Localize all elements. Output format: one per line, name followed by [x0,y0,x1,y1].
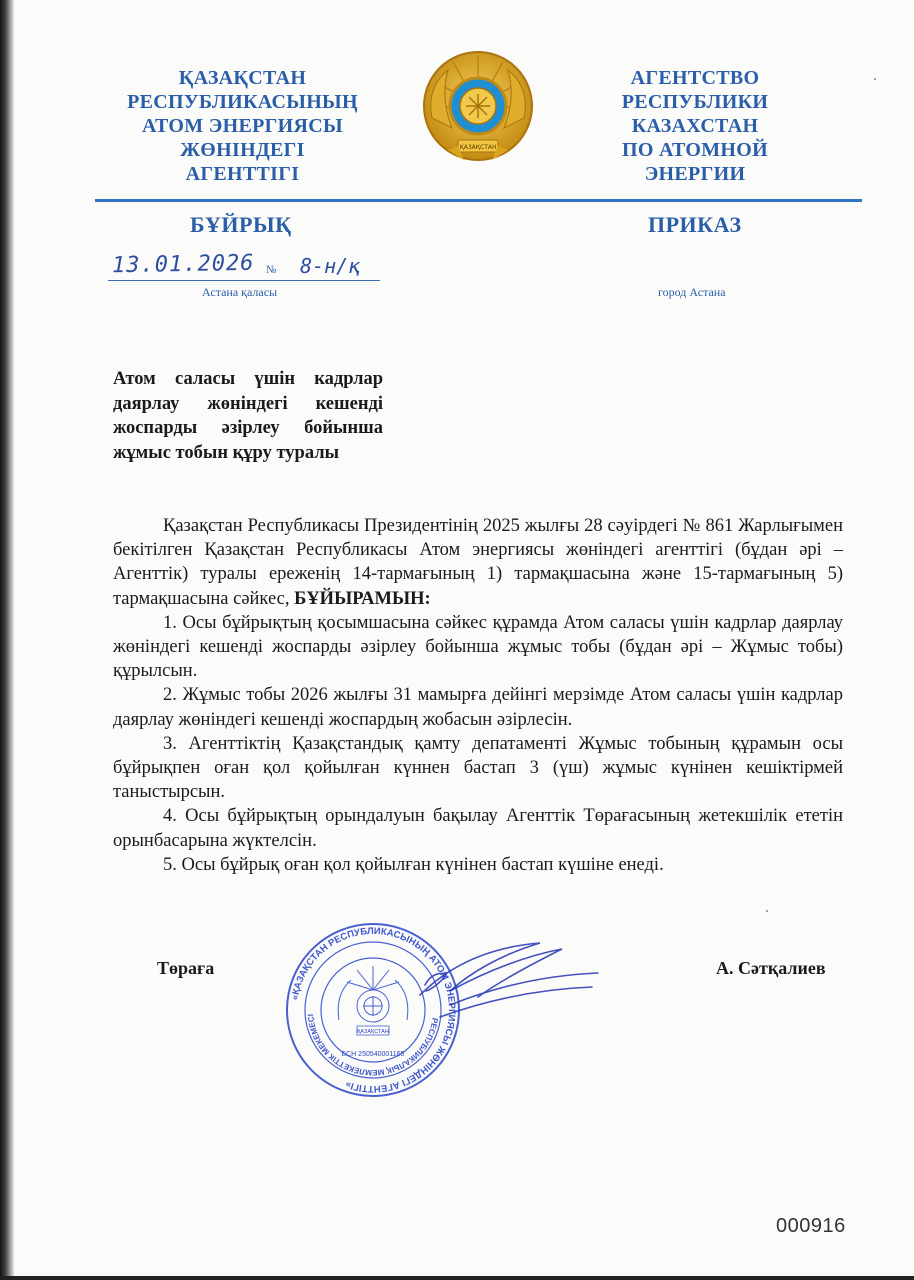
scan-speck [874,78,876,80]
state-emblem-icon [418,48,538,168]
body-item: 2. Жұмыс тобы 2026 жылғы 31 мамырға дейінгі мерзімде Атом саласы үшін кадрлар даярлау жөніндегі кешенді жоспардың жобасын әзірлесін. [113,685,843,730]
order-number: 8-н/қ [300,254,361,278]
seal-bin: БСН 250540001165 [341,1051,405,1058]
order-title-kz: БҰЙРЫҚ [190,212,292,237]
body-item: 5. Осы бұйрық оған қол қойылған күнінен бастап күшіне енеді. [163,854,664,875]
scan-speck [766,910,768,912]
signatory-name: А. Сәтқалиев [716,958,826,978]
body-command: БҰЙЫРАМЫН: [294,588,431,609]
city-ru: город Астана [658,285,726,299]
seal-outer-text: «ҚАЗАҚСТАН РЕСПУБЛИКАСЫНЫҢ АТОМ ЭНЕРГИЯСЫ ЖӨНІНДЕГІ АГЕНТТІГІ» [289,925,458,1095]
agency-name-kz: ҚАЗАҚСТАН РЕСПУБЛИКАСЫНЫҢ АТОМ ЭНЕРГИЯСЫ ЖӨНІНДЕГІ АГЕНТТІГІ [127,67,358,185]
scan-edge [0,0,14,1280]
number-sign: № [266,264,277,276]
seal-inner-text: РЕСПУБЛИКАЛЫҚ МЕМЛЕКЕТТІК МЕКЕМЕСІ [306,1013,440,1078]
order-body [113,514,843,877]
signatory-position: Төраға [157,958,215,978]
body-item: 3. Агенттіктің Қазақстандық қамту депатаменті Жұмыс тобының құрамын осы бұйрықпен оған қол қойылған күннен бастап 3 (үш) жұмыс күнінен кешіктірмей таныстырсын. [113,733,843,803]
header-divider [95,199,862,202]
order-subject: Атом саласы үшін кадрлар даярлау жөніндегі кешенді жоспарды әзірлеу бойынша жұмыс тобын құру туралы [113,369,383,463]
date-underline [108,280,380,281]
scan-edge-bottom [0,1276,914,1280]
order-date: 13.01.2026 [111,250,255,279]
agency-name-ru: АГЕНТСТВО РЕСПУБЛИКИ КАЗАХСТАН ПО АТОМНОЙ ЭНЕРГИИ [621,67,769,185]
city-kz: Астана қаласы [202,285,278,299]
body-item: 1. Осы бұйрықтың қосымшасына сәйкес құрамда Атом саласы үшін кадрлар даярлау жөніндегі кешенді жоспарды әзірлеу бойынша жұмыс тобы (бұдан әрі – Жұмыс тобы) құрылсын. [113,612,843,682]
document-number: 000916 [776,1215,846,1237]
handwritten-signature [300,925,600,1045]
body-item: 4. Осы бұйрықтың орындалуын бақылау Агенттік Төрағасының жетекшілік ететін орынбасарына жүктелсін. [113,806,843,851]
emblem-caption: ҚАЗАҚСТАН [459,144,497,151]
body-intro: Қазақстан Республикасы Президентінің 2025 жылғы 28 сәуірдегі № 861 Жарлығымен бекітілген Қазақстан Республикасы Атом энергиясы жөніндегі агенттігі (бұдан әрі – Агенттік) туралы ереженің 14-тармағының 1) тармақшасына және 15-тармағының 5) тармақшасына сәйкес, БҰЙЫРАМЫН: [113,516,843,609]
seal-center-caption: ҚАЗАҚСТАН [357,1029,389,1035]
order-title-ru: ПРИКАЗ [648,212,742,237]
